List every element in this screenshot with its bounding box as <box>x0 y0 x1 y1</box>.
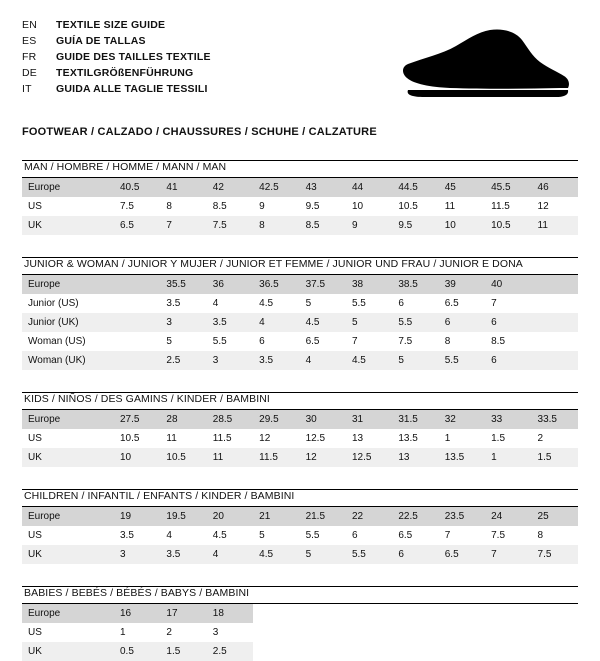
cell: 4.5 <box>212 530 227 541</box>
cell: 7 <box>444 530 451 541</box>
cell <box>253 642 299 661</box>
cell <box>439 623 485 642</box>
cell: 12.5 <box>346 448 392 467</box>
cell: 13 <box>392 448 438 467</box>
table-row <box>22 642 578 661</box>
cell <box>300 642 346 661</box>
cell: 6.5 <box>444 298 459 309</box>
cell: 5 <box>166 336 172 347</box>
cell: 5 <box>346 313 392 332</box>
cell <box>300 604 346 623</box>
cell: 27.5 <box>114 410 160 429</box>
table-row <box>22 429 578 448</box>
size-table <box>22 604 578 661</box>
cell: 6 <box>392 545 438 564</box>
language-list <box>22 18 211 97</box>
table-row <box>22 216 578 235</box>
cell: 28.5 <box>207 410 253 429</box>
cell: 5 <box>392 351 438 370</box>
group-title: CHILDREN / INFANTIL / ENFANTS / KINDER / BAMBINI <box>24 490 295 502</box>
cell: 5.5 <box>392 313 438 332</box>
language-code: FR <box>22 51 37 63</box>
cell: 10 <box>114 448 160 467</box>
page-header <box>22 18 578 110</box>
cell: 3 <box>114 545 160 564</box>
cell: 10.5 <box>398 201 418 212</box>
size-group-kids <box>22 392 578 467</box>
cell: 7.5 <box>207 216 253 235</box>
cell: 10.5 <box>120 433 140 444</box>
cell: 3 <box>207 351 253 370</box>
cell <box>346 604 392 623</box>
cell: 22.5 <box>392 507 438 526</box>
row-label: US <box>28 201 42 212</box>
cell: 38 <box>346 275 392 294</box>
cell: 11.5 <box>491 201 510 212</box>
cell: 11 <box>207 448 253 467</box>
language-title: GUÍA DE TALLAS <box>56 35 146 47</box>
cell: 32 <box>439 410 485 429</box>
cell: 21.5 <box>300 507 346 526</box>
cell: 3.5 <box>160 545 206 564</box>
cell: 4 <box>212 298 219 309</box>
cell: 8 <box>166 201 172 212</box>
cell: 5 <box>305 298 312 309</box>
cell: 6 <box>398 298 404 309</box>
language-title: TEXTILE SIZE GUIDE <box>56 19 166 31</box>
cell <box>485 642 531 661</box>
cell: 13.5 <box>439 448 485 467</box>
dress-shoe-icon <box>364 18 574 110</box>
cell: 7.5 <box>398 336 413 347</box>
cell: 6 <box>351 530 358 541</box>
cell: 6.5 <box>439 545 485 564</box>
cell: 5 <box>259 530 265 541</box>
cell <box>485 623 531 642</box>
size-group-man <box>22 160 578 235</box>
cell: 7.5 <box>532 545 578 564</box>
cell: 8.5 <box>491 336 506 347</box>
table-row <box>22 197 578 216</box>
cell: 3.5 <box>253 351 299 370</box>
cell: 5.5 <box>212 336 227 347</box>
language-title: GUIDA ALLE TAGLIE TESSILI <box>56 83 208 95</box>
cell: 44.5 <box>392 178 438 197</box>
cell: 3.5 <box>166 298 181 309</box>
cell: 12.5 <box>305 433 326 444</box>
row-label: Woman (US) <box>28 336 86 347</box>
cell: 2.5 <box>160 351 206 370</box>
cell: 13 <box>351 433 364 444</box>
size-table <box>22 178 578 235</box>
cell: 39 <box>439 275 485 294</box>
cell: 6.5 <box>305 336 320 347</box>
cell: 10.5 <box>160 448 206 467</box>
cell: 10.5 <box>485 216 531 235</box>
cell: 12 <box>300 448 346 467</box>
cell: 25 <box>532 507 578 526</box>
language-title: TEXTILGRÖßENFÜHRUNG <box>56 67 194 79</box>
cell: 10 <box>439 216 485 235</box>
group-title: MAN / HOMBRE / HOMME / MANN / MAN <box>24 161 227 173</box>
cell <box>392 642 438 661</box>
cell: 13.5 <box>398 433 418 444</box>
table-row <box>22 178 578 197</box>
cell: 41 <box>160 178 206 197</box>
cell: 2 <box>166 627 172 638</box>
cell: 5.5 <box>305 530 320 541</box>
cell: 3.5 <box>120 530 134 541</box>
cell: 3 <box>212 627 219 638</box>
cell: 11.5 <box>212 433 232 444</box>
size-group-junior-woman <box>22 257 578 370</box>
cell: 17 <box>160 604 206 623</box>
cell: 2 <box>537 433 544 444</box>
cell <box>300 623 346 642</box>
size-group-children <box>22 489 578 564</box>
cell <box>346 642 392 661</box>
table-row <box>22 507 578 526</box>
cell: 4.5 <box>300 313 346 332</box>
row-label: Junior (UK) <box>22 313 114 332</box>
cell: 46 <box>532 178 578 197</box>
language-row <box>22 18 211 33</box>
cell: 5.5 <box>351 298 366 309</box>
cell: 6 <box>485 351 531 370</box>
language-code: DE <box>22 67 37 79</box>
cell: 11 <box>444 201 456 212</box>
cell <box>532 332 578 351</box>
cell <box>114 294 160 313</box>
cell: 1 <box>485 448 531 467</box>
table-row <box>22 332 578 351</box>
row-label: UK <box>22 448 114 467</box>
cell: 4 <box>207 545 253 564</box>
table-row <box>22 313 578 332</box>
cell: 22 <box>346 507 392 526</box>
cell: 8 <box>444 336 451 347</box>
cell: 3 <box>160 313 206 332</box>
cell: 38.5 <box>392 275 438 294</box>
language-row <box>22 82 211 97</box>
cell: 45.5 <box>485 178 531 197</box>
cell: 44 <box>346 178 392 197</box>
cell <box>114 332 160 351</box>
cell <box>439 642 485 661</box>
row-label: UK <box>22 642 114 661</box>
table-row <box>22 294 578 313</box>
cell: 8 <box>253 216 299 235</box>
cell: 33.5 <box>532 410 578 429</box>
cell: 9 <box>346 216 392 235</box>
language-code: EN <box>22 19 37 31</box>
cell: 42.5 <box>253 178 299 197</box>
cell: 7.5 <box>491 530 506 541</box>
cell: 11 <box>532 216 578 235</box>
table-row <box>22 545 578 564</box>
cell <box>392 604 438 623</box>
cell: 18 <box>207 604 253 623</box>
cell: 42 <box>207 178 253 197</box>
cell <box>439 604 485 623</box>
cell: 6.5 <box>398 530 413 541</box>
table-row <box>22 623 578 642</box>
cell: 23.5 <box>439 507 485 526</box>
row-label: Europe <box>22 178 114 197</box>
cell: 36 <box>207 275 253 294</box>
cell: 8.5 <box>212 201 227 212</box>
cell <box>532 275 578 294</box>
cell: 24 <box>485 507 531 526</box>
cell: 37.5 <box>300 275 346 294</box>
cell: 29.5 <box>253 410 299 429</box>
size-table <box>22 410 578 467</box>
table-row <box>22 526 578 545</box>
cell: 4.5 <box>253 545 299 564</box>
language-title: GUIDE DES TAILLES TEXTILE <box>56 51 211 63</box>
row-label: UK <box>22 216 114 235</box>
cell <box>114 275 160 294</box>
cell: 16 <box>114 604 160 623</box>
language-row <box>22 50 211 65</box>
cell: 19.5 <box>160 507 206 526</box>
cell: 4.5 <box>259 298 274 309</box>
cell: 7 <box>485 545 531 564</box>
cell: 7.5 <box>120 201 134 212</box>
cell: 45 <box>439 178 485 197</box>
cell: 19 <box>114 507 160 526</box>
language-code: IT <box>22 83 32 95</box>
size-group-babies <box>22 586 578 661</box>
cell <box>485 604 531 623</box>
cell: 36.5 <box>253 275 299 294</box>
group-title: BABIES / BEBÉS / BÉBÉS / BABYS / BAMBINI <box>24 587 250 599</box>
cell: 9 <box>259 201 265 212</box>
table-row <box>22 448 578 467</box>
table-row <box>22 410 578 429</box>
language-row <box>22 34 211 49</box>
row-label: Europe <box>22 507 114 526</box>
cell: 1 <box>120 627 126 638</box>
cell: 4 <box>253 313 299 332</box>
cell: 4.5 <box>346 351 392 370</box>
cell: 1.5 <box>491 433 506 444</box>
cell: 9.5 <box>392 216 438 235</box>
cell: 7 <box>491 298 497 309</box>
language-code: ES <box>22 35 37 47</box>
cell: 4 <box>300 351 346 370</box>
cell: 0.5 <box>114 642 160 661</box>
cell: 8.5 <box>300 216 346 235</box>
cell: 21 <box>253 507 299 526</box>
cell: 5 <box>300 545 346 564</box>
cell: 1 <box>444 433 451 444</box>
cell <box>253 604 299 623</box>
cell: 6 <box>485 313 531 332</box>
size-table <box>22 275 578 370</box>
group-title: JUNIOR & WOMAN / JUNIOR Y MUJER / JUNIOR ET FEMME / JUNIOR UND FRAU / JUNIOR E DONA <box>24 258 523 270</box>
cell: 9.5 <box>305 201 320 212</box>
cell: 5.5 <box>439 351 485 370</box>
cell: 6 <box>439 313 485 332</box>
size-table <box>22 507 578 564</box>
cell: 28 <box>160 410 206 429</box>
cell <box>532 642 578 661</box>
cell: 12 <box>259 433 271 444</box>
cell: 12 <box>537 201 549 212</box>
group-title: KIDS / NIÑOS / DES GAMINS / KINDER / BAMBINI <box>24 393 270 405</box>
category-title: FOOTWEAR / CALZADO / CHAUSSURES / SCHUHE / CALZATURE <box>22 126 377 138</box>
cell: 3.5 <box>207 313 253 332</box>
cell <box>532 294 578 313</box>
language-row <box>22 66 211 81</box>
cell <box>253 623 299 642</box>
row-label: US <box>28 627 42 638</box>
cell: 5.5 <box>346 545 392 564</box>
cell <box>114 351 160 370</box>
cell: 11 <box>166 433 177 444</box>
cell: 4 <box>166 530 172 541</box>
cell: 20 <box>207 507 253 526</box>
cell <box>346 623 392 642</box>
cell: 10 <box>351 201 364 212</box>
cell: 33 <box>485 410 531 429</box>
cell: 43 <box>300 178 346 197</box>
row-label: Europe <box>22 604 114 623</box>
table-row <box>22 604 578 623</box>
row-label: US <box>28 530 42 541</box>
cell: 31.5 <box>392 410 438 429</box>
cell: 7 <box>160 216 206 235</box>
cell: 30 <box>300 410 346 429</box>
cell: 2.5 <box>207 642 253 661</box>
row-label: Junior (US) <box>28 298 79 309</box>
cell <box>114 313 160 332</box>
cell <box>392 623 438 642</box>
cell <box>532 604 578 623</box>
row-label: US <box>28 433 42 444</box>
cell: 40.5 <box>114 178 160 197</box>
table-row <box>22 275 578 294</box>
cell: 6 <box>259 336 265 347</box>
cell: 31 <box>346 410 392 429</box>
row-label: Woman (UK) <box>22 351 114 370</box>
cell: 1.5 <box>532 448 578 467</box>
row-label: UK <box>22 545 114 564</box>
row-label: Europe <box>22 275 114 294</box>
table-row <box>22 351 578 370</box>
cell: 40 <box>485 275 531 294</box>
cell <box>532 351 578 370</box>
cell: 6.5 <box>114 216 160 235</box>
row-label: Europe <box>22 410 114 429</box>
cell: 11.5 <box>253 448 299 467</box>
cell: 8 <box>537 530 544 541</box>
cell <box>532 623 578 642</box>
cell <box>532 313 578 332</box>
cell: 35.5 <box>160 275 206 294</box>
cell: 1.5 <box>160 642 206 661</box>
cell: 7 <box>351 336 358 347</box>
